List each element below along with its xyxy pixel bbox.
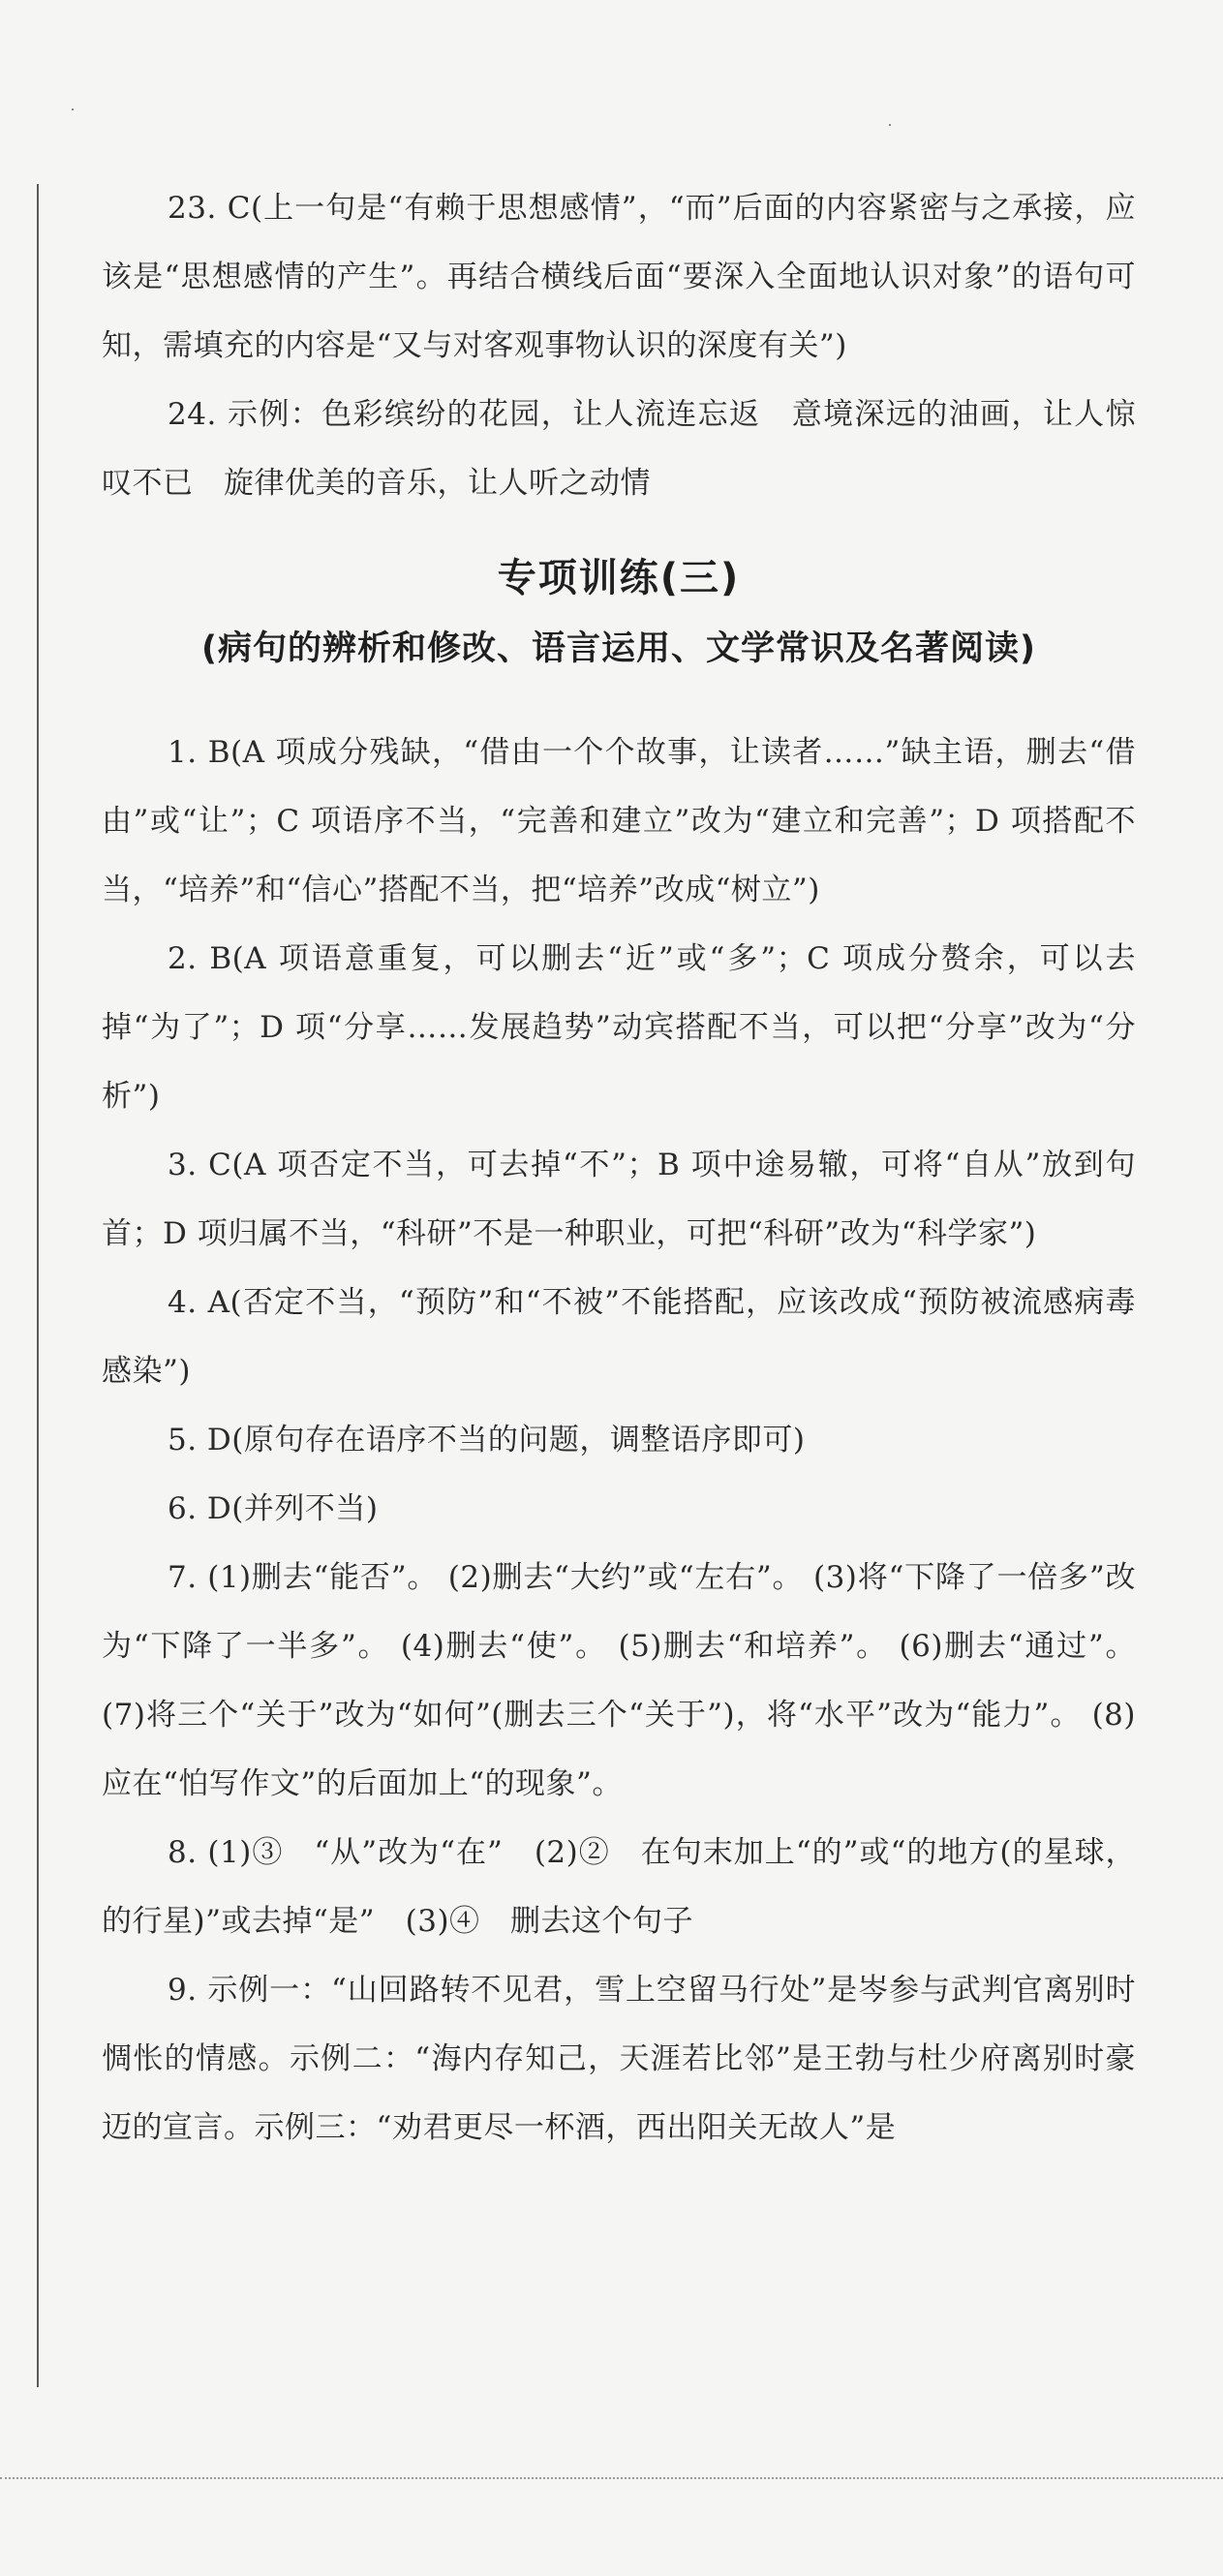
scan-speck <box>72 108 74 110</box>
section-subtitle: (病句的辨析和修改、语言运用、文学常识及名著阅读) <box>201 629 1036 668</box>
section-title: 专项训练(三) <box>497 556 741 600</box>
page-bottom-rule <box>0 2477 1223 2479</box>
answer-item-3: 3. C(A 项否定不当，可去掉“不”；B 项中途易辙，可将“自从”放到句首；D 项归属不当，“科研”不是一种职业，可把“科研”改为“科学家”) <box>102 1148 1136 1251</box>
answer-item-2: 2. B(A 项语意重复，可以删去“近”或“多”；C 项成分赘余，可以去掉“为了”；D 项“分享……发展趋势”动宾搭配不当，可以把“分享”改为“分析”) <box>102 941 1136 1114</box>
scan-speck <box>889 124 891 126</box>
answer-item-4: 4. A(否定不当，“预防”和“不被”不能搭配，应该改成“预防被流感病毒感染”) <box>102 1285 1136 1389</box>
answer-item-5: 5. D(原句存在语序不当的问题，调整语序即可) <box>168 1423 806 1457</box>
answer-item-7: 7. (1)删去“能否”。 (2)删去“大约”或“左右”。 (3)将“下降了一倍多”改为“下降了一半多”。 (4)删去“使”。 (5)删去“和培养”。 (6)删去“通过”。 (7)将三个“关于”改为“如何”(删去三个“关于”)，将“水平”改为“能力”。 (8)应在“怕写作文”的后面加上“的现象”。 <box>102 1560 1136 1801</box>
spacer <box>102 680 1136 719</box>
answer-item-9: 9. 示例一：“山回路转不见君，雪上空留马行处”是岑参与武判官离别时惆怅的情感。示例二：“海内存知己，天涯若比邻”是王勃与杜少府离别时豪迈的宣言。示例三：“劝君更尽一杯酒，西出阳关无故人”是 <box>102 1973 1136 2145</box>
answer-item-8: 8. (1)③ “从”改为“在” (2)② 在句末加上“的”或“的地方(的星球，的行星)”或去掉“是” (3)④ 删去这个句子 <box>102 1835 1136 1939</box>
answer-item-23: 23. C(上一句是“有赖于思想感情”，“而”后面的内容紧密与之承接，应该是“思想感情的产生”。再结合横线后面“要深入全面地认识对象”的语句可知，需填充的内容是“又与对客观事物认识的深度有关”) <box>102 191 1136 363</box>
margin-rule <box>37 184 39 2387</box>
answer-item-24: 24. 示例：色彩缤纷的花园，让人流连忘返 意境深远的油画，让人惊叹不已 旋律优美的音乐，让人听之动情 <box>102 397 1136 501</box>
page-content <box>102 174 1136 2162</box>
answer-item-1: 1. B(A 项成分残缺，“借由一个个故事，让读者……”缺主语，删去“借由”或“让”；C 项语序不当，“完善和建立”改为“建立和完善”；D 项搭配不当，“培养”和“信心”搭配不当，把“培养”改成“树立”) <box>102 735 1136 907</box>
answer-item-6: 6. D(并列不当) <box>168 1491 379 1526</box>
